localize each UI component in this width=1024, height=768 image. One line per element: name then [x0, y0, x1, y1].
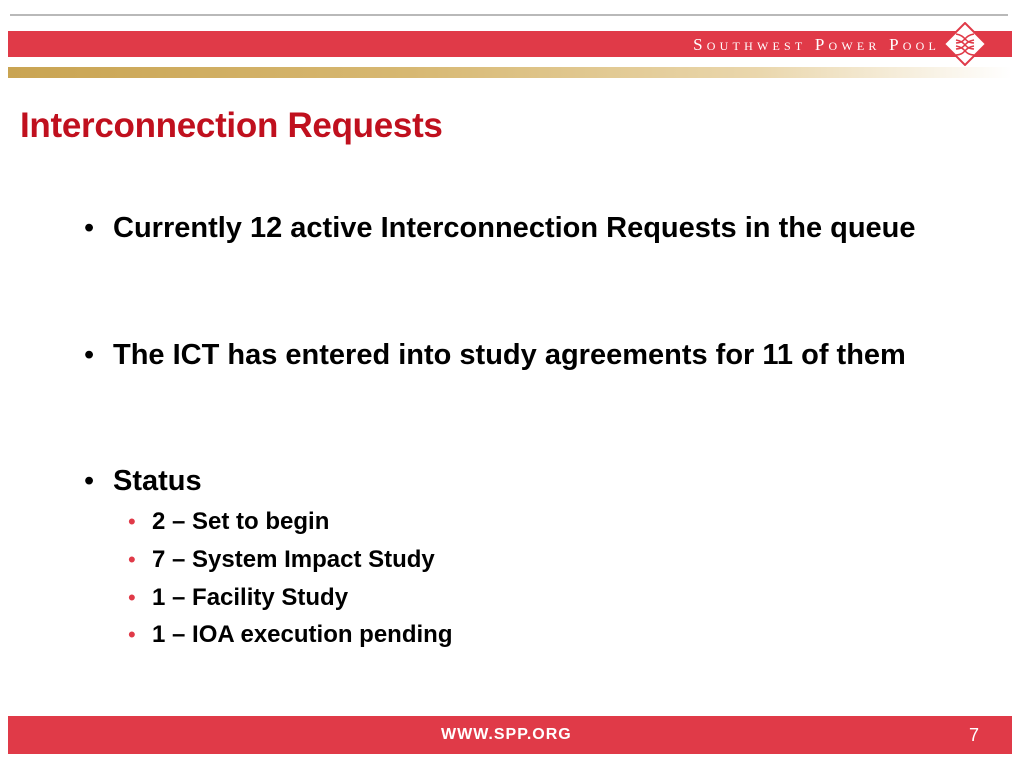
sub-bullet-dot-icon: •	[128, 585, 136, 610]
slide-title: Interconnection Requests	[20, 106, 443, 145]
page-number: 7	[968, 725, 979, 745]
bullet-dot-icon: •	[84, 465, 95, 497]
footer-url: WWW.SPP.ORG	[441, 726, 572, 743]
status-subitem	[128, 545, 728, 575]
bullet-text: Currently 12 active Interconnection Requests in the queue	[113, 212, 916, 244]
status-subitem	[128, 583, 728, 613]
status-subitem-text: 1 – Facility Study	[152, 584, 349, 611]
sub-bullet-dot-icon: •	[128, 547, 136, 572]
company-name: Southwest Power Pool	[693, 35, 940, 54]
status-subitem-text: 1 – IOA execution pending	[152, 621, 453, 648]
status-subitem	[128, 620, 728, 650]
status-subitem-text: 2 – Set to begin	[152, 508, 330, 535]
bullet-item	[84, 210, 934, 246]
status-subitem	[128, 507, 728, 537]
footer-band	[8, 716, 1012, 754]
sub-bullet-dot-icon: •	[128, 509, 136, 534]
bullet-item	[84, 463, 934, 499]
bullet-dot-icon: •	[84, 339, 95, 371]
sub-bullet-dot-icon: •	[128, 622, 136, 647]
bullet-dot-icon: •	[84, 212, 95, 244]
status-subitem-text: 7 – System Impact Study	[152, 546, 435, 573]
bullet-text: The ICT has entered into study agreements for 11 of them	[113, 339, 906, 371]
bullet-text: Status	[113, 465, 202, 497]
bullet-item	[84, 337, 934, 373]
